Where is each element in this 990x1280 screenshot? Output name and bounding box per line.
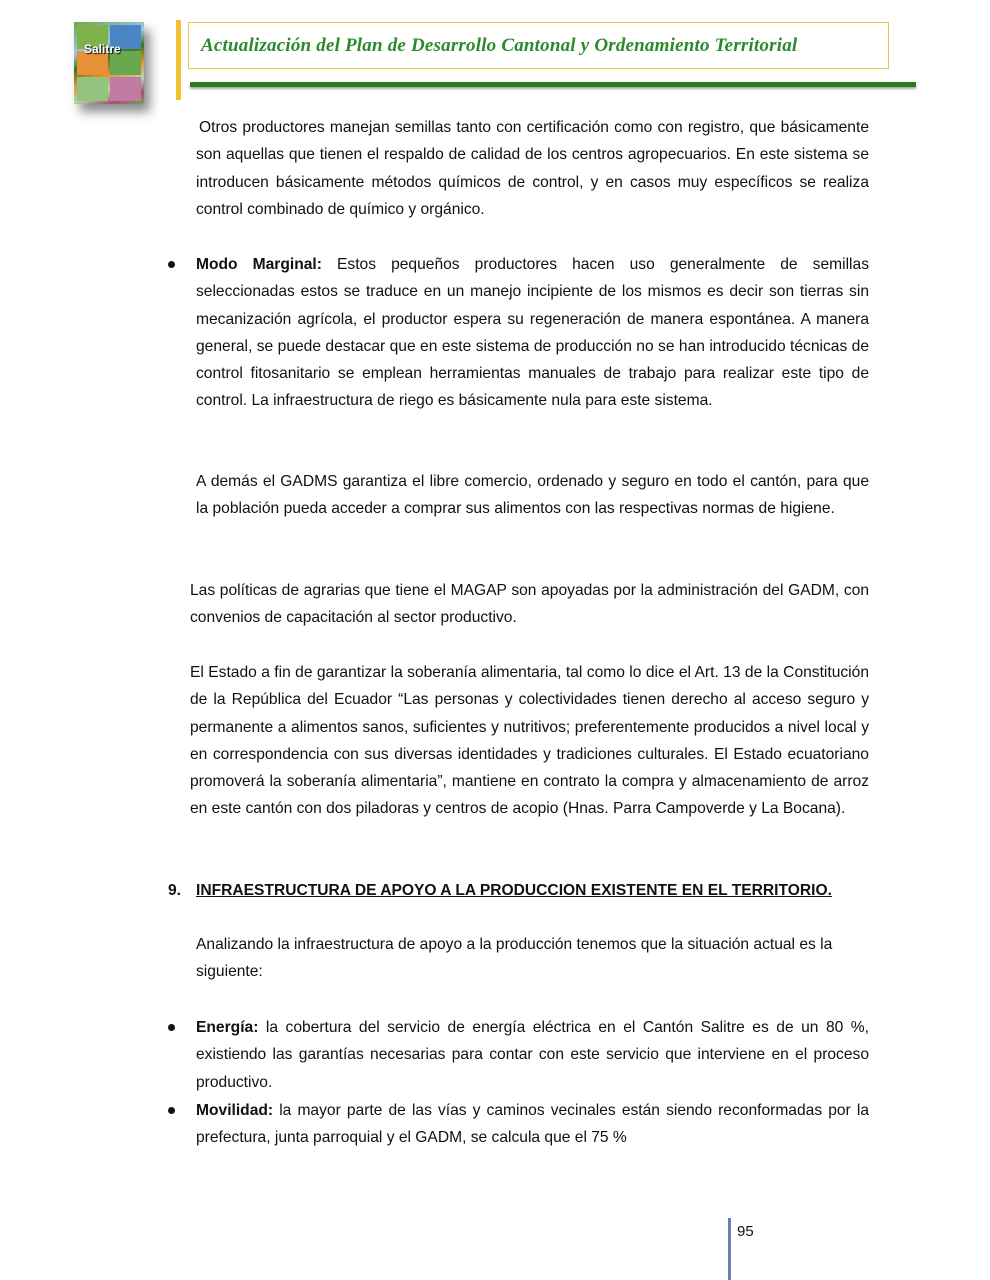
paragraph-estado: El Estado a fin de garantizar la soberanía alimentaria, tal como lo dice el Art. 13 de la Constitución de la República del Ecuador “Las personas y colectividades tienen derecho al acceso seguro y permanente a alimentos sanos, suficientes y nutritivos; preferentemente producidos a nivel local y en correspondencia con sus diversas identidades y tradiciones culturales. El Estado ecuatoriano promoverá la soberanía alimentaria”, mantiene en contrato la compra y almacenamiento de arroz en este cantón con dos piladoras y centros de acopio (Hnas. Parra Campoverde y La Bocana). — [190, 664, 869, 818]
bullet-energia — [196, 1014, 869, 1096]
salitre-logo — [74, 22, 144, 104]
section-heading — [168, 879, 832, 903]
bullet-text: Estos pequeños productores hacen uso generalmente de semillas seleccionadas estos se traduce en un manejo incipiente de los mismos es decir son tierras sin mecanización agrícola, el productor espera su regeneración de manera espontánea. A manera general, se puede destacar que en este sistema de producción no se han introducido técnicas de control fitosanitario se emplean herramientas manuales de trabajo para realizar este tipo de control. La infraestructura de riego es básicamente nula para este sistema. — [196, 256, 869, 410]
page-number: 95 — [737, 1223, 754, 1240]
logo-label: Salitre — [84, 42, 121, 56]
paragraph-otros-productores: Otros productores manejan semillas tanto con certificación como con registro, que básicamente son aquellas que tienen el respaldo de calidad de los centros agropecuarios. En este sistema se introducen básicamente métodos químicos de control, y en casos muy específicos se realiza control combinado de químico y orgánico. — [196, 119, 869, 218]
bullet-label: Modo Marginal: — [196, 256, 322, 273]
paragraph-analizando: Analizando la infraestructura de apoyo a la producción tenemos que la situación actual es la siguiente: — [196, 936, 833, 981]
bullet-modo-marginal — [196, 251, 869, 415]
section-title: INFRAESTRUCTURA DE APOYO A LA PRODUCCION EXISTENTE EN EL TERRITORIO. — [196, 882, 832, 899]
header-divider — [190, 82, 916, 87]
bullet-text: la cobertura del servicio de energía eléctrica en el Cantón Salitre es de un 80 %, existiendo las garantías necesarias para contar con este servicio que interviene en el proceso productivo. — [196, 1019, 869, 1091]
bullet-icon — [168, 1107, 175, 1114]
logo-photo-collage — [74, 22, 144, 104]
document-title: Actualización del Plan de Desarrollo Cantonal y Ordenamiento Territorial — [201, 34, 798, 56]
bullet-icon — [168, 1024, 175, 1031]
bullet-label: Energía: — [196, 1019, 259, 1036]
page-number-rule — [728, 1218, 731, 1280]
bullet-movilidad — [196, 1097, 869, 1152]
bullet-label: Movilidad: — [196, 1102, 274, 1119]
section-number: 9. — [168, 882, 182, 899]
header-accent-bar — [176, 20, 181, 100]
paragraph-gadms: A demás el GADMS garantiza el libre comercio, ordenado y seguro en todo el cantón, para que la población pueda acceder a comprar sus alimentos con las respectivas normas de higiene. — [196, 473, 869, 518]
paragraph-magap: Las políticas de agrarias que tiene el MAGAP son apoyadas por la administración del GADM, con convenios de capacitación al sector productivo. — [190, 582, 869, 627]
header-title-box — [188, 22, 889, 69]
bullet-text: la mayor parte de las vías y caminos vecinales están siendo reconformadas por la prefectura, junta parroquial y el GADM, se calcula que el 75 % — [196, 1102, 869, 1147]
bullet-icon — [168, 261, 175, 268]
